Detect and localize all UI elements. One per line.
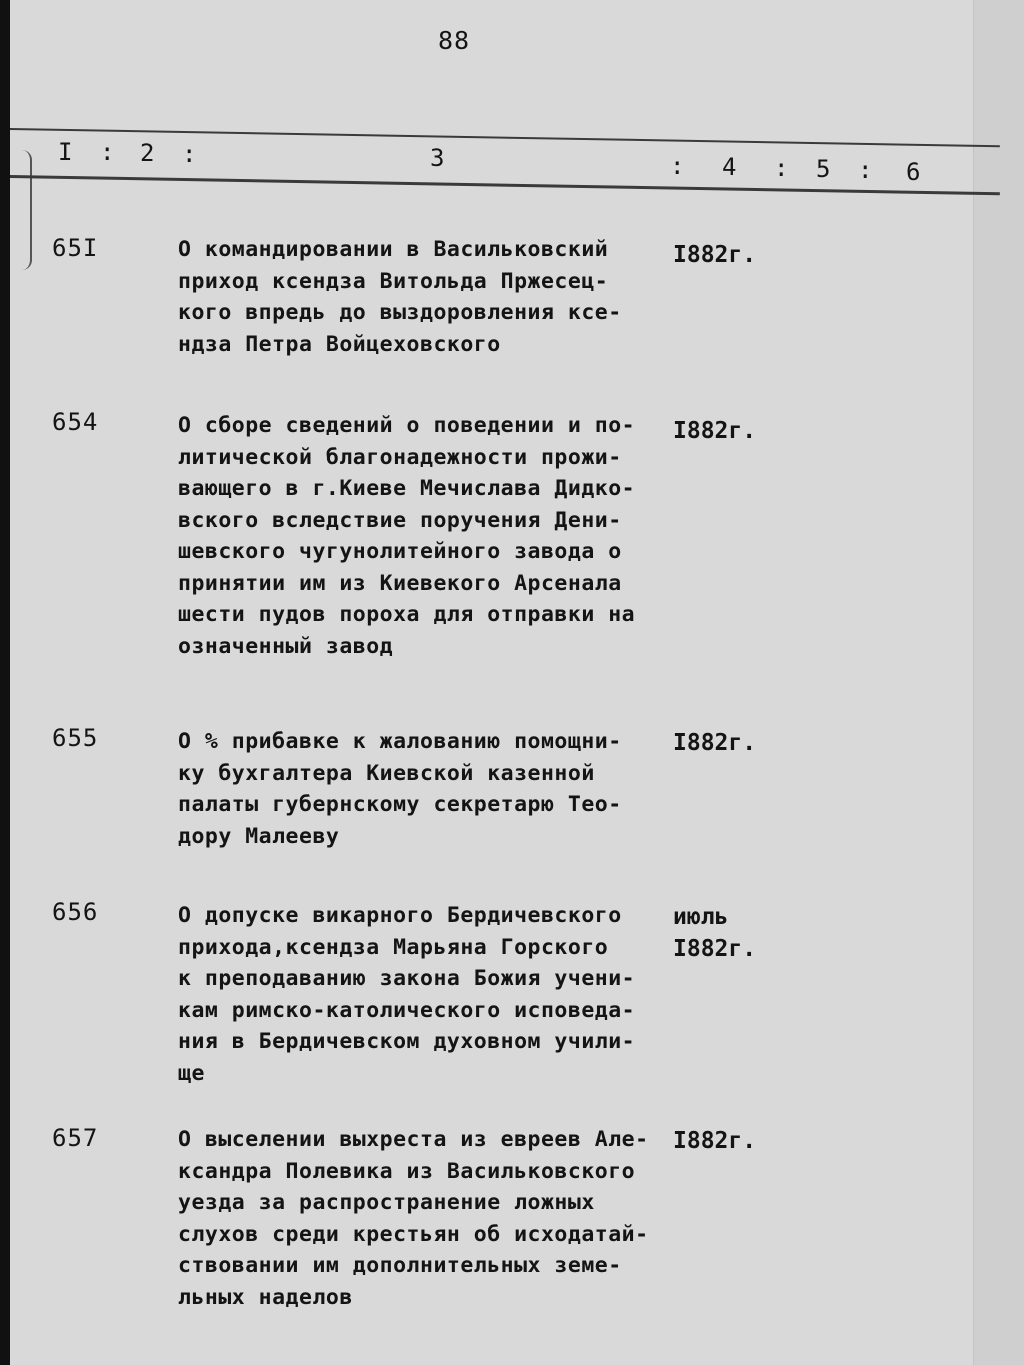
column-header-separator: : bbox=[182, 140, 197, 168]
page-left-shadow bbox=[0, 0, 10, 1365]
entry-number: 657 bbox=[52, 1124, 99, 1152]
entry-description: О допуске викарного Бердичевского прихода,ксендза Марьяна Горского к преподаванию закона Божия учени- кам римско-католического исповеда- ния в Бердичевском духовном учили- ще bbox=[178, 903, 636, 1086]
entry-date: I882г. bbox=[673, 418, 757, 444]
entry-description: О командировании в Васильковский приход ксендза Витольда Пржесец- кого впредь до выздоровления ксе- ндза Петра Войцеховского bbox=[178, 237, 622, 357]
column-header-separator: : bbox=[670, 152, 685, 180]
column-header-4: 4 bbox=[722, 153, 737, 181]
binding-mark bbox=[20, 150, 32, 270]
entry-date: I882г. bbox=[673, 242, 757, 268]
entry-number: 654 bbox=[52, 408, 99, 436]
column-header-1: I bbox=[58, 138, 73, 166]
entry-number: 656 bbox=[52, 898, 99, 926]
entry-description: О сборе сведений о поведении и по- литической благонадежности прожи- вающего в г.Киеве Мечислава Дидко- вского вследствие поручения Дени- шевского чугунолитейного завода о принятии им из Киевекого Арсенала шести пудов пороха для отправки на означенный завод bbox=[178, 413, 636, 659]
entry-date: I882г. bbox=[673, 1128, 757, 1154]
entry-description: О % прибавке к жалованию помощни- ку бухгалтера Киевской казенной палаты губернскому секретарю Тео- дору Малееву bbox=[178, 729, 622, 849]
entry-description: О выселении выхреста из евреев Але- ксандра Полевика из Васильковского уезда за распространение ложных слухов среди крестьян об исходатай- ствовании им дополнительных земе- льных наделов bbox=[178, 1127, 649, 1310]
entry-date: I882г. bbox=[673, 730, 757, 756]
entry-date: июль I882г. bbox=[673, 904, 757, 962]
column-header-separator: : bbox=[858, 156, 873, 184]
column-header-2: 2 bbox=[140, 139, 155, 167]
column-header-separator: : bbox=[774, 154, 789, 182]
header-bottom-rule bbox=[10, 175, 1000, 195]
page-edge bbox=[973, 0, 1024, 1365]
entry-number: 65I bbox=[52, 234, 99, 262]
page-number: 88 bbox=[438, 26, 471, 55]
column-header-3: 3 bbox=[430, 144, 445, 172]
column-header-6: 6 bbox=[906, 158, 921, 186]
document-page bbox=[10, 0, 1024, 1365]
header-top-rule bbox=[10, 128, 1000, 147]
entry-number: 655 bbox=[52, 724, 99, 752]
column-header-separator: : bbox=[100, 138, 115, 166]
column-header-5: 5 bbox=[816, 155, 831, 183]
